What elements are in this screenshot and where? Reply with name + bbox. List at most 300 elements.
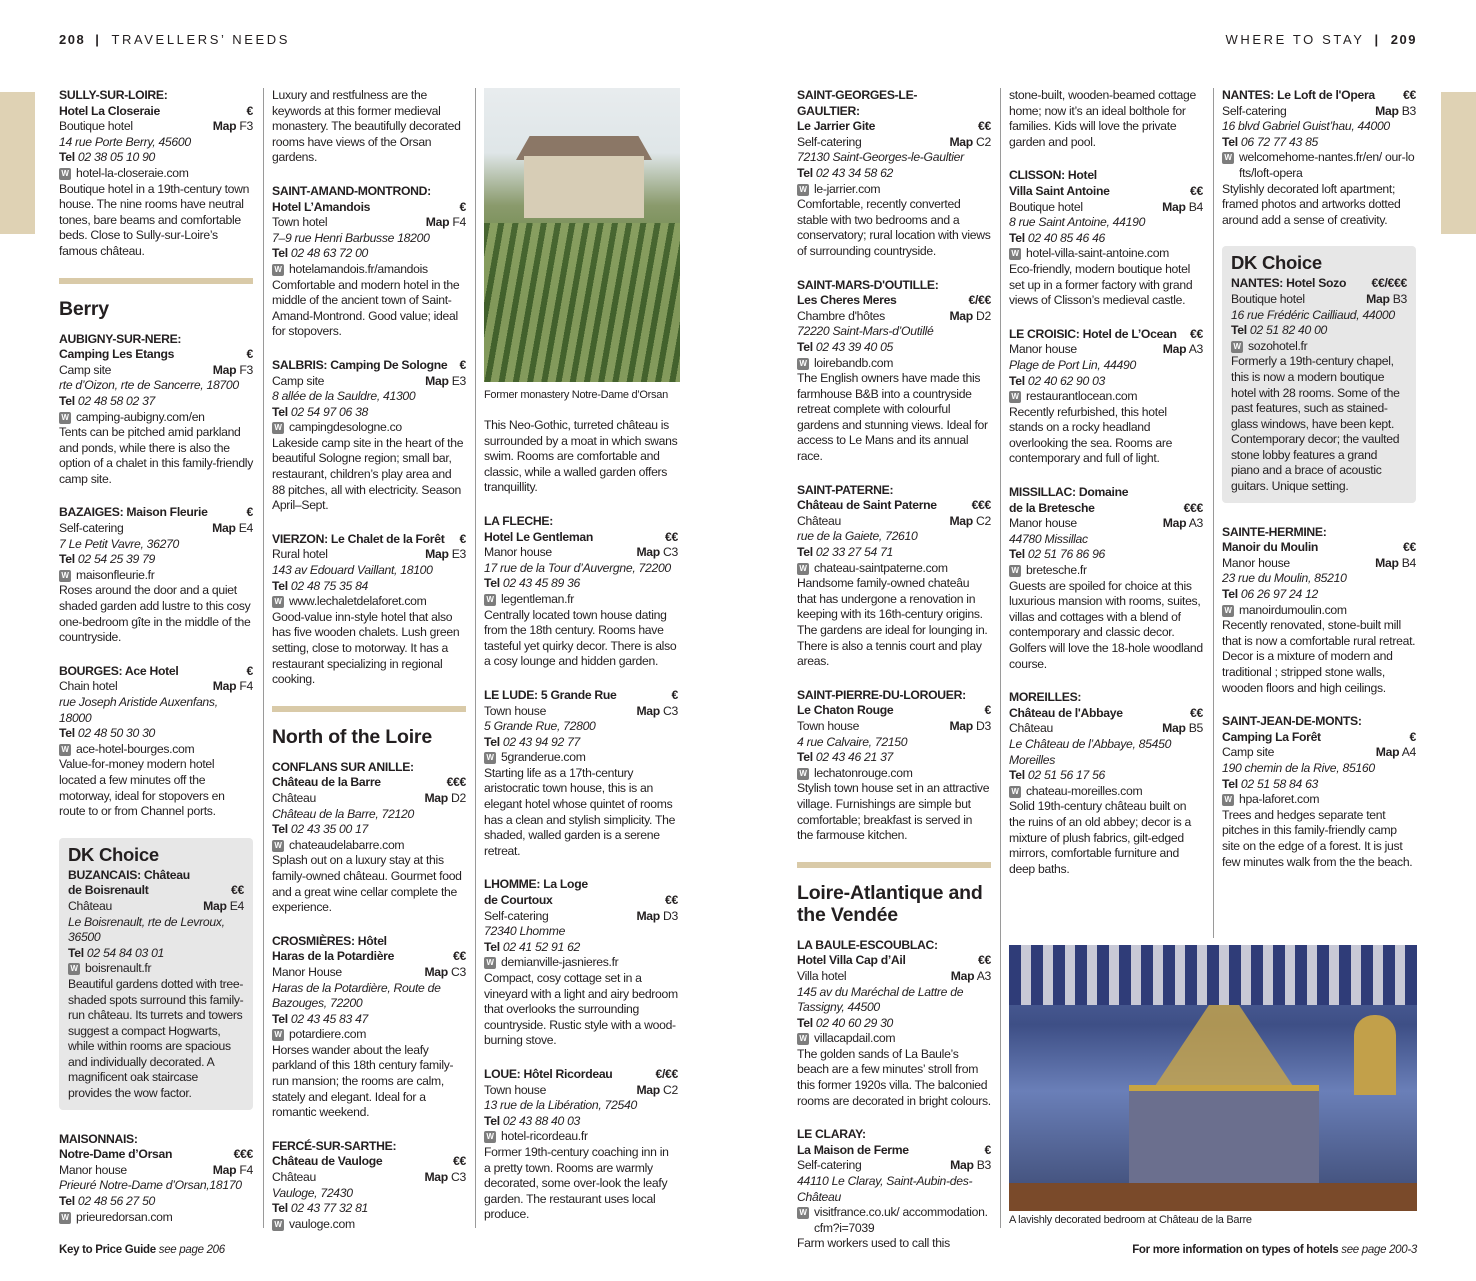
entry-title-row (1222, 525, 1416, 556)
entry-title: LHOMME: La Loge de Courtoux (484, 877, 588, 908)
website[interactable] (1009, 246, 1203, 262)
description: The English owners have made this farmhouse B&B into a countryside retreat complete with colourful gardens and stunning views. Ideal for access to Le Mans and its annual race. (797, 371, 988, 464)
telephone (59, 552, 253, 568)
chapter-tab (1441, 92, 1476, 234)
column-divider (475, 88, 476, 1228)
hotel-types-note (1132, 1244, 1417, 1256)
entry-title: BUZANCAIS: Château de Boisrenault (68, 867, 190, 898)
entry-title: NANTES: Le Loft de l'Opera (1222, 88, 1375, 102)
tel-number: 02 43 45 83 47 (290, 1011, 369, 1026)
description: Former 19th-century coaching inn in a pretty town. Rooms are warmly decorated, some over-look the leafy garden. The restaurant uses local produce. (484, 1144, 669, 1222)
telephone (59, 150, 253, 166)
address: 4 rue Calvaire, 72150 (797, 734, 908, 749)
website-link[interactable]: sozohotel.fr (1248, 338, 1308, 353)
entry-type-row (797, 135, 991, 151)
map-grid: A4 (1401, 745, 1416, 760)
entry-type-row (797, 309, 991, 325)
map-label: Map (1162, 516, 1187, 531)
footer-label: For more information on types of hotels (1132, 1244, 1339, 1256)
tel-label: Tel (484, 734, 500, 749)
entry-title: MAISONNAIS: Notre-Dame d’Orsan (59, 1131, 173, 1162)
website[interactable] (59, 166, 253, 182)
website[interactable] (797, 1205, 991, 1236)
hotel-entry (797, 688, 991, 844)
map-grid: B3 (976, 1158, 991, 1173)
entry-title-row (272, 532, 466, 548)
address: Château de la Barre, 72120 (272, 806, 414, 821)
hotel-entry (272, 184, 466, 340)
entry-title: SULLY-SUR-LOIRE: Hotel La Closeraie (59, 88, 168, 118)
website-link[interactable]: camping-aubigny.com/en (76, 409, 205, 424)
website[interactable] (272, 420, 466, 436)
website-link[interactable]: ace-hotel-bourges.com (76, 741, 195, 756)
entry-title-row (484, 1067, 678, 1083)
website[interactable] (272, 594, 466, 610)
price-band: €€€ (233, 1147, 253, 1162)
entry-title-row (272, 1139, 466, 1170)
address: Vauloge, 72430 (272, 1185, 353, 1200)
entry-type-row (68, 899, 244, 915)
monastery-photo (484, 88, 680, 382)
entry-type-row (797, 719, 991, 735)
map-ref (424, 965, 466, 981)
entry-title: AUBIGNY-SUR-NERE: Camping Les Etangs (59, 331, 182, 362)
map-grid: F3 (239, 362, 253, 377)
tel-number: 06 26 97 24 12 (1240, 587, 1319, 602)
entry-title: SAINTE-HERMINE: Manoir du Moulin (1222, 524, 1327, 555)
footer-label: Key to Price Guide (59, 1244, 156, 1256)
web-icon: W (272, 840, 284, 852)
website-link[interactable]: restaurantlocean.com (1026, 389, 1138, 404)
website[interactable] (272, 838, 466, 854)
description-continued: This Neo-Gothic, turreted château is surrounded by a moat in which swans swim. Rooms are comfortable and classic, while a walled garden offers tranquillity. (484, 418, 678, 495)
web-icon: W (797, 184, 809, 196)
map-grid: D2 (451, 790, 466, 805)
website[interactable] (59, 568, 253, 584)
website[interactable] (1009, 784, 1203, 800)
entry-title: LE CROISIC: Hotel de L’Ocean (1009, 326, 1177, 341)
hotel-entry (484, 688, 678, 860)
web-icon: W (1009, 248, 1021, 260)
website[interactable] (68, 961, 244, 977)
section-title: TRAVELLERS’ NEEDS (111, 32, 291, 47)
entry-type-row (272, 374, 466, 390)
tel-label: Tel (797, 1015, 813, 1030)
address: 145 av du Maréchal de Lattre de Tassigny, 44500 (797, 984, 964, 1015)
price-band: €€ (1403, 540, 1416, 555)
hotel-entry (272, 934, 466, 1121)
address: 72340 Lhomme (484, 924, 566, 939)
tel-label: Tel (797, 545, 813, 560)
map-label: Map (1375, 555, 1399, 570)
address: 5 Grande Rue, 72800 (484, 719, 596, 734)
description: Splash out on a luxury stay at this family-owned château. Gourmet food and a great wine cellar complete the experience. (272, 853, 462, 915)
entry-title-row (1231, 276, 1407, 292)
website-link[interactable]: manoirdumoulin.com (1239, 602, 1347, 617)
map-grid: C3 (451, 964, 466, 979)
website-link[interactable]: legentleman.fr (501, 591, 575, 606)
website-link[interactable]: prieuredorsan.com (76, 1209, 173, 1224)
website[interactable] (1222, 603, 1416, 619)
accommodation-type: Rural hotel (272, 547, 328, 562)
map-label: Map (1162, 721, 1186, 736)
website-link[interactable]: welcomehome-nantes.fr/en/ our-lofts/loft-opera (1239, 150, 1415, 180)
map-grid: B3 (1392, 291, 1407, 306)
tel-label: Tel (1009, 547, 1025, 562)
website-link[interactable]: hpa-laforet.com (1239, 792, 1320, 807)
address: 72130 Saint-Georges-le-Gaultier (797, 150, 964, 165)
website[interactable] (797, 182, 991, 198)
tel-label: Tel (484, 1113, 500, 1128)
column (484, 88, 678, 1241)
map-label: Map (949, 513, 973, 528)
tel-number: 02 48 75 35 84 (290, 578, 369, 593)
web-icon: W (797, 768, 809, 780)
map-ref (1375, 556, 1416, 572)
address: Plage de Port Lin, 44490 (1009, 357, 1136, 372)
description: Trees and hedges separate tent pitches in this family-friendly camp site on the edge of a forest. It is just few minutes walk from the the beach. (1222, 807, 1413, 869)
map-label: Map (425, 547, 449, 562)
map-grid: F3 (239, 119, 253, 134)
entry-title: LA BAULE-ESCOUBLAC: Hotel Villa Cap d’Ail (797, 937, 938, 968)
price-band: €€ (978, 953, 991, 968)
map-ref (212, 521, 253, 537)
map-ref (949, 309, 991, 325)
entry-type-row (272, 1170, 466, 1186)
website[interactable] (484, 592, 678, 608)
map-grid: B3 (1401, 103, 1416, 118)
hotel-entry (1009, 485, 1203, 672)
accommodation-type: Chain hotel (59, 679, 118, 694)
description: Solid 19th-century château built on the ruins of an old abbey; decor is a mixture of plush fabrics, gilt-edged mirrors, comfortable furniture and deep baths. (1009, 799, 1191, 876)
tel-label: Tel (59, 1194, 75, 1209)
price-band: € (984, 703, 991, 718)
map-ref (949, 514, 991, 530)
web-icon: W (1222, 794, 1234, 806)
web-icon: W (797, 1207, 809, 1219)
website-link[interactable]: maisonfleurie.fr (76, 567, 155, 582)
entry-title: FERCÉ-SUR-SARTHE: Château de Vauloge (272, 1138, 397, 1169)
tel-label: Tel (272, 578, 288, 593)
website-link[interactable]: chateaudelabarre.com (289, 837, 405, 852)
accommodation-type: Château (797, 513, 841, 528)
hotel-entry (797, 278, 991, 465)
web-icon: W (484, 957, 496, 969)
hotel-entry (59, 505, 253, 645)
tel-label: Tel (272, 822, 288, 837)
entry-type-row (1009, 721, 1203, 737)
web-icon: W (1009, 565, 1021, 577)
web-icon: W (797, 1033, 809, 1045)
entry-title: SAINT-PATERNE: Château de Saint Paterne (797, 482, 937, 513)
website-link[interactable]: campingdesologne.co (289, 420, 402, 435)
column (1009, 88, 1203, 895)
tel-label: Tel (484, 939, 500, 954)
telephone (272, 246, 466, 262)
entry-title-row (484, 688, 678, 704)
entry-type-row (272, 215, 466, 231)
tel-number: 02 43 35 00 17 (290, 822, 369, 837)
tel-label: Tel (272, 1011, 288, 1026)
map-grid: C2 (976, 134, 991, 149)
map-label: Map (212, 1162, 237, 1177)
tel-number: 02 43 46 21 37 (815, 750, 894, 765)
website[interactable] (59, 1210, 253, 1226)
description: Boutique hotel in a 19th-century town house. The nine rooms have neutral tones, bare beams and comfortable beds. Close to Sully-sur-Loire’s famous château. (59, 181, 250, 258)
accommodation-type: Self-catering (484, 908, 549, 923)
map-grid: C3 (451, 1170, 466, 1185)
tel-number: 06 72 77 43 85 (1240, 134, 1319, 149)
entry-title: LE CLARAY: La Maison de Ferme (797, 1127, 909, 1157)
price-band: €€ (453, 1154, 466, 1169)
entry-title-row (1009, 168, 1203, 199)
website[interactable] (272, 1217, 466, 1233)
description: Recently renovated, stone-built mill that is now a comfortable rural retreat. Decor is a mixture of modern and traditional ; stripped stone walls, wooden floors and high ceilings. (1222, 618, 1416, 695)
map-ref (949, 719, 991, 735)
entry-title-row (1222, 714, 1416, 745)
hotel-entry (59, 664, 253, 820)
map-ref (424, 791, 466, 807)
website[interactable] (1222, 792, 1416, 808)
telephone (272, 405, 466, 421)
price-band: €€ (1190, 183, 1203, 198)
tel-number: 02 40 62 90 03 (1027, 373, 1106, 388)
web-icon: W (272, 596, 284, 608)
web-icon: W (59, 570, 71, 582)
web-icon: W (1231, 341, 1243, 353)
address: 8 rue Saint Antoine, 44190 (1009, 215, 1146, 230)
accommodation-type: Manor House (272, 964, 342, 979)
price-band: €€ (665, 893, 678, 908)
website-link[interactable]: visitfrance.co.uk/ accommodation.cfm?i=7039 (814, 1205, 988, 1235)
price-band: €€€ (971, 498, 991, 513)
region-rule (272, 706, 466, 712)
entry-title-row (484, 514, 678, 545)
tel-number: 02 54 97 06 38 (290, 404, 369, 419)
entry-title-row (797, 688, 991, 719)
description: Eco-friendly, modern boutique hotel set up in a former factory with grand views of Clisson’s medieval castle. (1009, 261, 1193, 308)
entry-type-row (1231, 292, 1407, 308)
website[interactable] (484, 955, 678, 971)
accommodation-type: Manor house (59, 1162, 127, 1177)
entry-type-row (272, 547, 466, 563)
web-icon: W (1009, 391, 1021, 403)
entry-title-row (797, 88, 991, 135)
web-icon: W (272, 422, 284, 434)
dk-choice-heading: DK Choice (68, 843, 159, 865)
entry-title-row (59, 664, 253, 680)
website-link[interactable]: lechatonrouge.com (814, 765, 913, 780)
website-link[interactable]: chateau-moreilles.com (1026, 783, 1143, 798)
website[interactable] (272, 262, 466, 278)
website[interactable] (59, 410, 253, 426)
region-title: Berry (59, 297, 109, 320)
tel-number: 02 51 58 84 63 (1240, 776, 1319, 791)
website-link[interactable]: hotel-villa-saint-antoine.com (1026, 246, 1170, 261)
map-grid: E3 (451, 373, 466, 388)
entry-type-row (797, 1158, 991, 1174)
telephone (272, 1201, 466, 1217)
dk-choice-box (1222, 246, 1416, 502)
map-label: Map (212, 362, 237, 377)
website-link[interactable]: www.lechaletdelaforet.com (289, 594, 427, 609)
column-divider (263, 88, 264, 1228)
website[interactable] (59, 742, 253, 758)
entry-title: MOREILLES: Château de l'Abbaye (1009, 690, 1123, 720)
description: Tents can be pitched amid parkland and ponds, while there is also the option of a chalet in this family-friendly camp site. (59, 425, 254, 486)
website-link[interactable]: bretesche.fr (1026, 563, 1087, 578)
section-title: WHERE TO STAY (1225, 32, 1365, 47)
address: Le Boisrenault, rte de Levroux, 36500 (68, 914, 225, 945)
website[interactable] (797, 1031, 991, 1047)
entry-title: CONFLANS SUR ANILLE: Château de la Barre (272, 759, 414, 790)
price-band: €€ (665, 529, 678, 544)
entry-title-row (484, 877, 678, 908)
address: Prieuré Notre-Dame d’Orsan,18170 (59, 1178, 242, 1193)
tel-number: 02 48 63 72 00 (290, 246, 369, 261)
description: Formerly a 19th-century chapel, this is now a modern boutique hotel with 28 rooms. Some of the past features, such as stained-glass windows, have been kept. Contemporary decor; the vaulted stone lobby features a grand piano and a brace of acoustic guitars. Unique setting. (1231, 354, 1400, 494)
description: Starting life as a 17th-century aristocratic town house, this is an elegant hotel whose quintet of rooms has a clean and stylish simplicity. The shaded, walled garden is a serene retreat. (484, 765, 676, 858)
website[interactable] (797, 561, 991, 577)
website-link[interactable]: hotelamandois.fr/amandois (289, 261, 428, 276)
web-icon: W (484, 1131, 496, 1143)
map-grid: D3 (663, 908, 678, 923)
region-rule (59, 278, 253, 284)
entry-type-row (1009, 342, 1203, 358)
map-label: Map (1375, 745, 1400, 760)
accommodation-type: Château (1009, 721, 1053, 736)
map-grid: B4 (1401, 555, 1416, 570)
website[interactable] (484, 750, 678, 766)
tel-number: 02 40 60 29 30 (815, 1015, 894, 1030)
telephone (797, 545, 991, 561)
map-ref (424, 1170, 466, 1186)
price-band: €€ (1190, 705, 1203, 720)
tel-number: 02 51 56 17 56 (1027, 768, 1106, 783)
website[interactable] (1231, 339, 1407, 355)
address: 17 rue de la Tour d’Auvergne, 72200 (484, 560, 671, 575)
website[interactable] (1222, 150, 1416, 181)
tel-number: 02 40 85 46 46 (1027, 230, 1106, 245)
accommodation-type: Camp site (272, 373, 325, 388)
tel-label: Tel (1222, 776, 1238, 791)
website-link[interactable]: vauloge.com (289, 1216, 355, 1231)
hotel-entry (797, 938, 991, 1110)
map-ref (213, 363, 253, 379)
entry-title: BOURGES: Ace Hotel (59, 663, 179, 678)
website-link[interactable]: villacapdail.com (814, 1031, 896, 1046)
website-link[interactable]: hotel-la-closeraie.com (76, 165, 189, 180)
description: Comfortable, recently converted stable with two bedrooms and a conservatory; rural location with views of surrounding countryside. (797, 197, 991, 258)
column (272, 88, 466, 1250)
description: Comfortable and modern hotel in the middle of the ancient town of Saint-Amand-Montrond. Good value; ideal for stopovers. (272, 277, 460, 339)
accommodation-type: Town house (484, 703, 547, 718)
region-title: Loire-Atlantique and the Vendée (797, 881, 983, 926)
map-ref (636, 545, 678, 561)
tel-label: Tel (484, 576, 500, 591)
entry-type-row (59, 363, 253, 379)
website-link[interactable]: boisrenault.fr (85, 961, 152, 976)
hotel-entry (1009, 690, 1203, 877)
map-label: Map (424, 790, 448, 805)
website[interactable] (272, 1027, 466, 1043)
website[interactable] (484, 1129, 678, 1145)
website-link[interactable]: hotel-ricordeau.fr (501, 1129, 588, 1144)
map-label: Map (949, 134, 973, 149)
website[interactable] (1009, 389, 1203, 405)
tel-label: Tel (1009, 768, 1025, 783)
map-grid: F4 (239, 679, 253, 694)
address: 44110 Le Claray, Saint-Aubin-des-Château (797, 1174, 973, 1204)
website[interactable] (797, 766, 991, 782)
map-ref (1162, 200, 1203, 216)
tel-number: 02 48 56 27 50 (77, 1194, 156, 1209)
price-band: € (246, 347, 253, 362)
entry-title-row (272, 358, 466, 374)
website-link[interactable]: 5granderue.com (501, 750, 586, 765)
price-band: € (459, 531, 466, 546)
website-link[interactable]: le-jarrier.com (814, 181, 881, 196)
tel-label: Tel (59, 552, 75, 567)
tel-label: Tel (272, 246, 288, 261)
accommodation-type: Boutique hotel (1009, 199, 1083, 214)
column (797, 88, 991, 1270)
price-band: € (246, 505, 253, 520)
entry-type-row (59, 521, 253, 537)
price-band: €€ (978, 119, 991, 134)
address: 72220 Saint-Mars-d’Outillé (797, 324, 934, 339)
telephone (272, 579, 466, 595)
hotel-entry (1222, 714, 1416, 870)
map-grid: F4 (452, 215, 466, 230)
entry-title-row (1009, 485, 1203, 516)
address: 44780 Missillac (1009, 531, 1088, 546)
hotel-entry (68, 868, 244, 1102)
description: Lakeside camp site in the heart of the beautiful Sologne region; small bar, restaurant, children’s play area and 88 pitches, all with electricity. Season April–Sept. (272, 435, 464, 513)
address: 13 rue de la Libération, 72540 (484, 1098, 637, 1113)
photo-caption: A lavishly decorated bedroom at Château de la Barre (1009, 1214, 1252, 1226)
entry-type-row (1222, 104, 1416, 120)
map-label: Map (636, 1082, 660, 1097)
accommodation-type: Manor house (484, 545, 552, 560)
map-grid: B5 (1188, 721, 1203, 736)
tel-label: Tel (1009, 373, 1025, 388)
price-band: €€ (453, 949, 466, 964)
page-header-right (1226, 32, 1417, 47)
address: rue Joseph Aristide Auxenfans, 18000 (59, 695, 218, 725)
entry-title: MISSILLAC: Domaine de la Bretesche (1009, 485, 1129, 515)
price-band: €€/€€€ (1371, 276, 1407, 291)
map-ref (1163, 342, 1203, 358)
entry-type-row (59, 679, 253, 695)
price-guide-note (59, 1244, 225, 1256)
map-ref (213, 119, 253, 135)
hotel-entry (797, 1127, 991, 1252)
website-link[interactable]: potardiere.com (289, 1027, 367, 1042)
tel-number: 02 38 05 10 90 (77, 150, 156, 165)
tel-number: 02 43 88 40 03 (502, 1113, 581, 1128)
website-link[interactable]: loirebandb.com (814, 355, 894, 370)
website[interactable] (1009, 563, 1203, 579)
address: rue de la Gaiete, 72610 (797, 529, 918, 544)
entry-type-row (484, 1083, 678, 1099)
website-link[interactable]: demianville-jasnieres.fr (501, 955, 619, 970)
website[interactable] (797, 356, 991, 372)
map-label: Map (949, 308, 973, 323)
entry-type-row (484, 704, 678, 720)
website-link[interactable]: chateau-saintpaterne.com (814, 560, 948, 575)
entry-title: LE LUDE: 5 Grande Rue (484, 687, 617, 702)
